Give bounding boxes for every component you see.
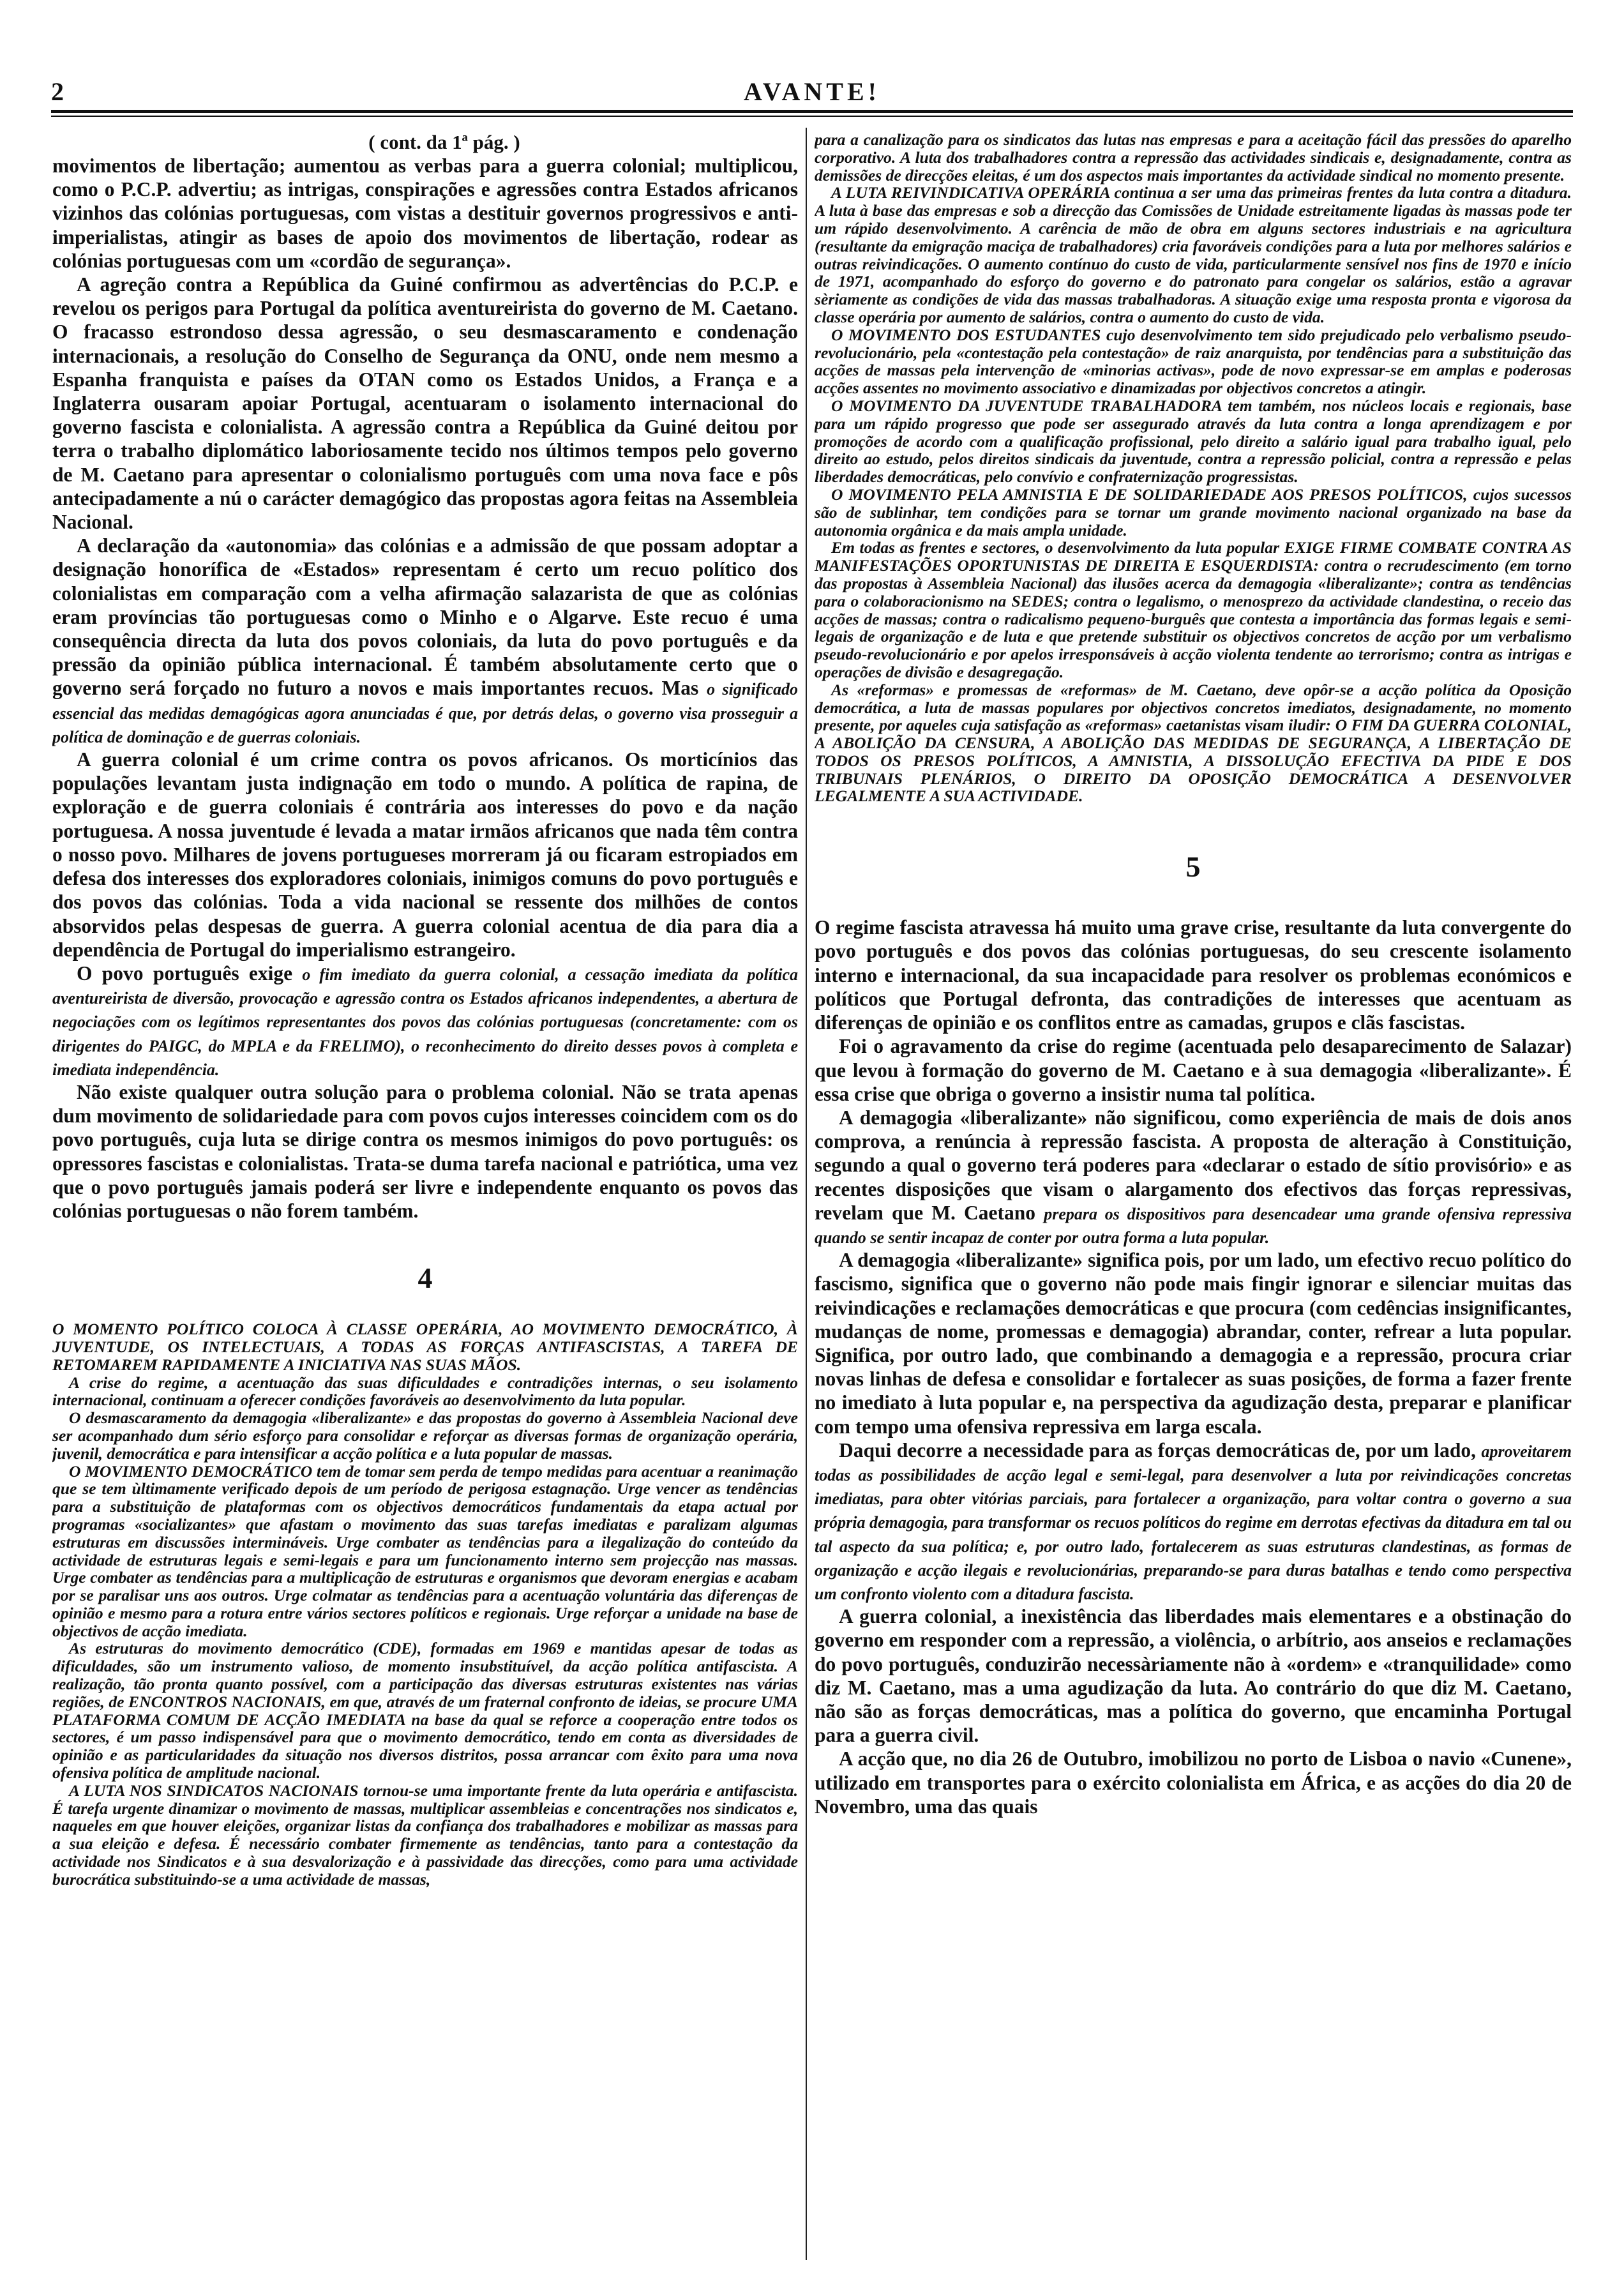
paragraph-text: O povo português exige (77, 962, 303, 984)
paragraph (815, 1106, 1572, 1248)
paragraph-lead: O regime fascista atravessa há muito uma grave crise, (815, 916, 1279, 939)
right-column (815, 131, 1572, 2257)
paragraph-emphasis: aproveitarem todas as possibilidades de acção legal e semi-legal, para desenvolver a luta por reivindicações concretas imediatas, para obter vitórias parciais, para fortalecer a organização, para voltar contra o governo a sua própria demagogia, para transformar os recuos políticos do regime em derrotas efectivas da ditadura em tal ou tal aspecto da sua política; e, por outro lado, fortalecerem as suas estruturas clandestinas, as formas de organização e acção ilegais e revolucionárias, preparando-se para duras batalhas e tendo como perspectiva um confronto violento com a ditadura fascista. (815, 1442, 1572, 1603)
paragraph: O MOVIMENTO DA JUVENTUDE TRABALHADORA tem também, nos núcleos locais e regionais, base para um rápido progresso que pode ser assegurado através da luta contra a longa aprendizagem e por promoções de acordo com a qualificação profissional, pelo direito a salário igual para trabalho igual, pelo direito ao estudo, pelos direitos sindicais da juventude, contra a repressão policial, contra a repressão e pelas liberdades democráticas, pelo convívio e confraternização progressistas. (815, 396, 1572, 487)
paragraph-text: A demagogia «liberalizante» não significou, como experiência de mais de dois anos comprova, a renúncia à repressão fascista. A proposta de alteração à Constituição, segundo a qual o governo terá poderes para «declarar o estado de sítio provisório» e as recentes disposições que visam o alargamento dos efectivos das forças repressivas, revelam que M. Caetano (815, 1106, 1572, 1224)
paragraph-lead: A agreção contra a República da Guiné (77, 273, 443, 296)
section-number-4: 4 (417, 1262, 433, 1295)
paragraph: A guerra colonial, a inexistência das liberdades mais elementares e a obstinação do governo em responder com a repressão, a violência, o arbítrio, aos anseios e reclamações do povo português, conduzirão necessàriamente não à «ordem» e «tranquilidade» como diz M. Caetano, mas a uma agudização da luta. Ao contrário do que diz M. Caetano, não são as forças democráticas, mas a política do governo, que encaminha Portugal para a guerra civil. (815, 1605, 1572, 1747)
paragraph: Em todas as frentes e sectores, o desenvolvimento da luta popular EXIGE FIRME COMBATE CONTRA AS MANIFESTAÇÕES OPORTUNISTAS DE DIREITA E ESQUERDISTA: contra o recrudescimento (em torno das propostas à Assembleia Nacional) das ilusões acerca da demagogia «liberalizante»; contra as tendências para o colaboracionismo na SEDES; contra o legalismo, o menosprezo da actividade clandestina, o receio das acções de massas; contra o radicalismo pequeno-burguês que contesta a importância das formas legais e semi-legais de organização e de luta e que pretende substituir os objectivos concretos de acção por um verbalismo pseudo-revolucionário e por apelos irresponsáveis à acção violenta tendente ao terrorismo; contra as intrigas e operações de divisão e desagregação. (815, 538, 1572, 681)
paragraph (815, 1438, 1572, 1604)
column-divider (806, 128, 807, 2260)
paragraph: Foi o agravamento da crise do regime (acentuada pelo desaparecimento de Salazar) que levou à formação do governo de M. Caetano e à sua demagogia «liberalizante». É essa crise que obriga o governo a insistir numa tal política. (815, 1035, 1572, 1105)
paragraph-emphasis: o significado essencial das medidas demagógicas agora anunciadas é que, por detrás delas, o governo visa prosseguir a política de dominação e de guerras coloniais. (52, 680, 798, 746)
paragraph: O MOVIMENTO DEMOCRÁTICO tem de tomar sem perda de tempo medidas para acentuar a reanimação que se tem ùltimamente verificado depois de um período de perigosa estagnação. Urge vencer as tendências para a substituição de plataformas com os objectivos democráticos fundamentais da etapa actual por programas «socializantes» que afastam o movimento das suas tarefas imediatas e paralizam algumas estruturas em discussões intermináveis. Urge combater as tendências para a ilegalização do conteúdo da actividade de estruturas legais e semi-legais e para um funcionamento interno sem projecção nas massas. Urge combater as tendências para a multiplicação de estruturas e organismos que devoram energias e acabam por se paralisar uns aos outros. Urge colmatar as tendências para a acentuação voluntária das diferenças de opinião e mesmo para a rotura entre vários sectores políticos e regionais. Urge reforçar a unidade na base de objectivos de acção imediata. (52, 1461, 798, 1640)
masthead-title: AVANTE! (744, 77, 880, 106)
paragraph: A LUTA REIVINDICATIVA OPERÁRIA continua a ser uma das primeiras frentes da luta contra a ditadura. A luta à base das empresas e sob a direcção das Comissões de Unidade estreitamente ligadas às massas pode ter um rápido desenvolvimento. A carência de mão de obra em alguns sectores industriais e na agricultura (resultante da emigração maciça de trabalhadores) cria favoráveis condições para a luta por melhores salários e outras reivindicações. O aumento contínuo do custo de vida, particularmente sensível nos fins de 1970 e início de 1971, acompanhado do esforço do governo e do patronato para congelar os salários, estão a agravar sèriamente as condições de vida das massas trabalhadoras. A situação exige uma resposta pronta e vigorosa da classe operária por aumento de salários, contra o aumento do custo de vida. (815, 183, 1572, 326)
page-number: 2 (51, 77, 64, 106)
paragraph-text: Daqui decorre a necessidade para as forças democráticas de, por um lado, (839, 1438, 1482, 1461)
paragraph-text: A declaração da «autonomia» das colónias e a admissão de que possam adoptar a designação honorífica de «Estados» representam é certo um recuo político dos colonialistas em comparação com a velha afirmação salazarista de que as colónias eram províncias tão portuguesas como o Minho e o Algarve. Este recuo é uma consequência directa da luta dos povos coloniais, da luta do povo português e da pressão da opinião pública internacional. É também absolutamente certo que o governo será forçado no futuro a novos e mais importantes recuos. Mas (52, 534, 798, 700)
paragraph: O MOVIMENTO DOS ESTUDANTES cujo desenvolvimento tem sido prejudicado pelo verbalismo pseudo-revolucionário, pela «contestação pela contestação» de raiz anarquista, por tendências para a substituição das acções de massas pela intervenção de «minorias activas», pode de novo expressar-se em amplas e poderosas acções assentes no movimento associativo e dinamizadas por objectivos concretos a atingir. (815, 325, 1572, 398)
paragraph (815, 916, 1572, 1034)
page-header (51, 77, 1573, 112)
header-rule-thick (51, 110, 1573, 113)
section-4-heading: O MOMENTO POLÍTICO COLOCA À CLASSE OPERÁRIA, AO MOVIMENTO DEMOCRÁTICO, À JUVENTUDE, OS INTELECTUAIS, A TODAS AS FORÇAS ANTIFASCISTAS, A TAREFA DE RETOMAREM RAPIDAMENTE A INICIATIVA NAS SUAS MÃOS. (52, 1320, 798, 1374)
paragraph-text: confirmou as advertências do P.C.P. e revelou os perigos para Portugal da política aventureirista do governo de M. Caetano. O fracasso estrondoso dessa agressão, o seu desmascaramento e condenação internacionais, a resolução do Conselho de Segurança da ONU, onde nem mesmo a Espanha franquista e países da OTAN como os Estados Unidos, a França e a Inglaterra ousaram apoiar Portugal, acentuaram o isolamento internacional do governo fascista e colonialista. A agressão contra a República da Guiné deitou por terra o trabalho diplomático laboriosamente tecido nos últimos tempos pelo governo de M. Caetano para apresentar o colonialismo português com uma nova face e pôs antecipadamente a nú o carácter demagógico das propostas agora feitas na Assembleia Nacional. (52, 273, 798, 534)
paragraph: O MOVIMENTO PELA AMNISTIA E DE SOLIDARIEDADE AOS PRESOS POLÍTICOS, cujos sucessos são de sublinhar, tem condições para se tornar um grande movimento nacional organizado na base da autonomia orgânica e da mais ampla unidade. (815, 485, 1572, 539)
paragraph (52, 534, 798, 748)
paragraph: As estruturas do movimento democrático (CDE), formadas em 1969 e mantidas apesar de todas as dificuldades, são um instrumento valioso, de momento insubstituível, da acção política antifascista. A realização, tão pronta quanto possível, com a participação das diversas estruturas existentes nas várias regiões, de ENCONTROS NACIONAIS, em que, através de um fraternal confronto de ideias, se procure UMA PLATAFORMA COMUM DE ACÇÃO IMEDIATA na base da qual se reforce a cooperação entre todos os sectores, é um passo indispensável para que o movimento democrático, tendo em conta as diversidades de opinião e as particularidades da situação nos diversos distritos, possa arrancar com êxito para uma nova ofensiva política de amplitude nacional. (52, 1639, 798, 1783)
paragraph: O desmascaramento da demagogia «liberalizante» e das propostas do governo à Assembleia Nacional deve ser acompanhado dum sério esforço para consolidar e reforçar as diversas formas de organização operária, juvenil, democrática e para intensificar a acção política e a luta popular de massas. (52, 1408, 798, 1463)
paragraph: A LUTA NOS SINDICATOS NACIONAIS tornou-se uma importante frente da luta operária e antifascista. É tarefa urgente dinamizar o movimento de massas, multiplicar assembleias e concentrações nos sindicatos e, naqueles em que houver eleições, organizar listas da confiança dos trabalhadores e mobilizar as massas para a sua eleição e defesa. É necessário combater firmemente as tendências, tanto para a contestação da actividade nos Sindicatos e à sua desvalorização e à passividade das direcções, como para uma actividade burocrática substituindo-se a uma actividade de massas, (52, 1781, 798, 1889)
section-number-5: 5 (1185, 850, 1201, 884)
header-rule-thin (51, 116, 1573, 117)
paragraph: A crise do regime, a acentuação das suas dificuldades e contradições internas, o seu isolamento internacional, continuam a oferecer condições favoráveis ao desenvolvimento da luta popular. (52, 1373, 798, 1410)
paragraph: movimentos de libertação; aumentou as verbas para a guerra colonial; multiplicou, como o P.C.P. advertiu; as intrigas, conspirações e agressões contra Estados africanos vizinhos das colónias portuguesas, com vistas a destituir governos progressivos e anti-imperialistas, atingir as bases de apoio dos movimentos de libertação, rodear as colónias portuguesas com um «cordão de segurança». (52, 155, 798, 272)
continuation-note: ( cont. da 1ª pág. ) (368, 131, 520, 153)
paragraph (52, 962, 798, 1080)
paragraph-emphasis: prepara os dispositivos para desencadear uma grande ofensiva repressiva quando se sentir incapaz de conter por outra forma a luta popular. (815, 1204, 1572, 1247)
left-column (52, 131, 798, 2257)
paragraph-emphasis: o fim imediato da guerra colonial, a cessação imediata da política aventureirista de diversão, provocação e agressão contra os Estados africanos independentes, a abertura de negociações com os legítimos representantes dos povos das colónias portuguesas (concretamente: com os dirigentes do PAIGC, do MPLA e da FRELIMO), o reconhecimento do direito desses povos à completa e imediata independência. (52, 965, 798, 1079)
paragraph: A demagogia «liberalizante» significa pois, por um lado, um efectivo recuo político do fascismo, significa que o governo não pode mais fingir ignorar e silenciar muitas das reivindicações e reclamações democráticas e que procura (com cedências insignificantes, mudanças de nome, promessas e demagogia) abrandar, conter, refrear a luta popular. Significa, por outro lado, que combinando a demagogia e a repressão, procura criar novas linhas de defesa e consolidar e fortalecer as suas posições, de forma a fazer frente no imediato à luta popular e, na perspectiva da agudização desta, preparar e planificar com tempo uma ofensiva repressiva em larga escala. (815, 1249, 1572, 1438)
paragraph (52, 273, 798, 534)
paragraph-text: resultante da luta convergente do povo português e dos povos das colónias portuguesas, do seu crescente isolamento interno e internacional, da sua incapacidade para resolver os problemas económicos e políticos que Portugal defronta, das contradições de interesses que acentuam as diferenças de opinião e os conflitos entre as camadas, grupos e clãs fascistas. (815, 916, 1572, 1034)
paragraph: As «reformas» e promessas de «reformas» de M. Caetano, deve opôr-se a acção política da Oposição democrática, a luta de massas populares por objectivos concretos imediatos, designadamente, no momento presente, por aqueles cuja satisfação as «reformas» caetanistas visam iludir: O FIM DA GUERRA COLONIAL, A ABOLIÇÃO DA CENSURA, A ABOLIÇÃO DAS MEDIDAS DE SEGURANÇA, A LIBERTAÇÃO DE TODOS OS PRESOS POLÍTICOS, A AMNISTIA, A DISSOLUÇÃO EFECTIVA DA PIDE E DOS TRIBUNAIS PLENÁRIOS, O DIREITO DA OPOSIÇÃO DEMOCRÁTICA A DESENVOLVER LEGALMENTE A SUA ACTIVIDADE. (815, 680, 1572, 806)
paragraph: Não existe qualquer outra solução para o problema colonial. Não se trata apenas dum movimento de solidariedade para com povos cujos interesses coincidem com os do povo português, cuja luta se dirige contra os mesmos inimigos do povo português: os opressores fascistas e colonialistas. Trata-se duma tarefa nacional e patriótica, uma vez que o povo português jamais poderá ser livre e independente enquanto os povos das colónias portuguesas o não forem também. (52, 1080, 798, 1222)
paragraph: A acção que, no dia 26 de Outubro, imobilizou no porto de Lisboa o navio «Cunene», utilizado em transportes para o exército colonialista em África, e as acções do dia 20 de Novembro, uma das quais (815, 1747, 1572, 1818)
paragraph: para a canalização para os sindicatos das lutas nas empresas e para a aceitação fácil das pressões do aparelho corporativo. A luta dos trabalhadores contra a repressão das actividades sindicais e, designadamente, contra as demissões de direcções eleitas, é um dos aspectos mais importantes da actividade sindical no momento presente. (815, 131, 1572, 185)
paragraph: A guerra colonial é um crime contra os povos africanos. Os morticínios das populações levantam justa indignação em todo o mundo. A política de rapina, de exploração e de guerra coloniais é contrária aos interesses do povo e da nação portuguesa. A nossa juventude é levada a matar irmãos africanos que nada têm contra o nosso povo. Milhares de jovens portugueses morreram já ou ficaram estropiados em defesa dos interesses dos exploradores coloniais, inimigos comuns do povo português e dos povos das colónias. Toda a vida nacional se ressente dos milhões de contos absorvidos pelas despesas de guerra. A guerra colonial acentua de dia para dia a dependência de Portugal do imperialismo estrangeiro. (52, 748, 798, 961)
